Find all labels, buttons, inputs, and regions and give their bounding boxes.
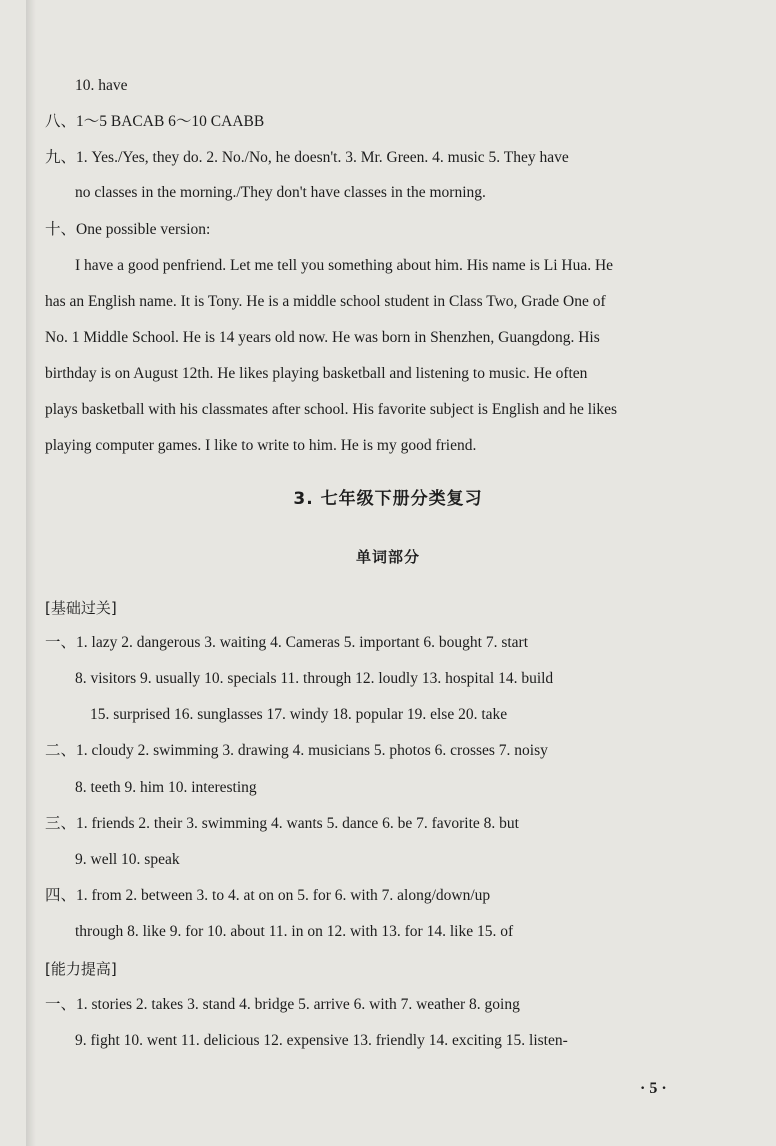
- page-number: · 5 ·: [640, 1080, 667, 1097]
- group-label: 一、: [45, 996, 77, 1013]
- answer-line-10-have: 10. have: [75, 77, 128, 94]
- essay-line: playing computer games. I like to write to him. He is my good friend.: [45, 437, 477, 454]
- essay-line: No. 1 Middle School. He is 14 years old now. He was born in Shenzhen, Guangdong. His: [45, 329, 600, 346]
- essay-line: has an English name. It is Tony. He is a middle school student in Class Two, Grade One of: [45, 293, 606, 310]
- basic-group-2: [45, 740, 548, 762]
- group-text: 1. Yes./Yes, they do. 2. No./No, he doesn't. 3. Mr. Green. 4. music 5. They have: [76, 149, 569, 166]
- essay-line: birthday is on August 12th. He likes playing basketball and listening to music. He often: [45, 365, 588, 382]
- essay-line: I have a good penfriend. Let me tell you something about him. His name is Li Hua. He: [75, 257, 614, 274]
- group-label: 四、: [45, 887, 77, 904]
- group-label: 三、: [45, 815, 77, 832]
- group-text: 1～5 BACAB 6～10 CAABB: [76, 113, 265, 130]
- basic-heading: [基础过关]: [45, 599, 117, 617]
- group-text: One possible version:: [76, 221, 211, 238]
- subsection-title: 单词部分: [355, 548, 420, 566]
- answer-line: no classes in the morning./They don't have classes in the morning.: [75, 184, 486, 201]
- page-gutter-shadow: [26, 0, 36, 1146]
- answer-group-ba: [45, 111, 264, 133]
- answer-line: 8. visitors 9. usually 10. specials 11. through 12. loudly 13. hospital 14. build: [75, 670, 554, 687]
- basic-group-1: [45, 632, 528, 654]
- advanced-group-1: [45, 994, 520, 1016]
- answer-line: 8. teeth 9. him 10. interesting: [75, 779, 257, 796]
- answer-line: 15. surprised 16. sunglasses 17. windy 18. popular 19. else 20. take: [90, 706, 508, 723]
- group-text: 1. cloudy 2. swimming 3. drawing 4. musicians 5. photos 6. crosses 7. noisy: [76, 742, 548, 759]
- group-label: 九、: [45, 149, 77, 166]
- group-label: 八、: [45, 113, 77, 130]
- advanced-heading: [能力提高]: [45, 960, 117, 978]
- group-label: 十、: [45, 221, 77, 238]
- group-text: 1. lazy 2. dangerous 3. waiting 4. Cameras 5. important 6. bought 7. start: [76, 634, 529, 651]
- section-title: 3. 七年级下册分类复习: [293, 489, 483, 509]
- answer-group-shi: [45, 219, 210, 241]
- answer-line: 9. fight 10. went 11. delicious 12. expensive 13. friendly 14. exciting 15. listen-: [75, 1032, 568, 1049]
- answer-line: 9. well 10. speak: [75, 851, 180, 868]
- essay-line: plays basketball with his classmates after school. His favorite subject is English and he likes: [45, 401, 618, 418]
- answer-line: through 8. like 9. for 10. about 11. in on 12. with 13. for 14. like 15. of: [75, 923, 514, 940]
- group-text: 1. friends 2. their 3. swimming 4. wants 5. dance 6. be 7. favorite 8. but: [76, 815, 519, 832]
- basic-group-3: [45, 813, 519, 835]
- answer-group-jiu: [45, 147, 569, 169]
- basic-group-4: [45, 885, 490, 907]
- group-text: 1. stories 2. takes 3. stand 4. bridge 5. arrive 6. with 7. weather 8. going: [76, 996, 520, 1013]
- group-label: 二、: [45, 742, 77, 759]
- group-label: 一、: [45, 634, 77, 651]
- group-text: 1. from 2. between 3. to 4. at on on 5. for 6. with 7. along/down/up: [76, 887, 491, 904]
